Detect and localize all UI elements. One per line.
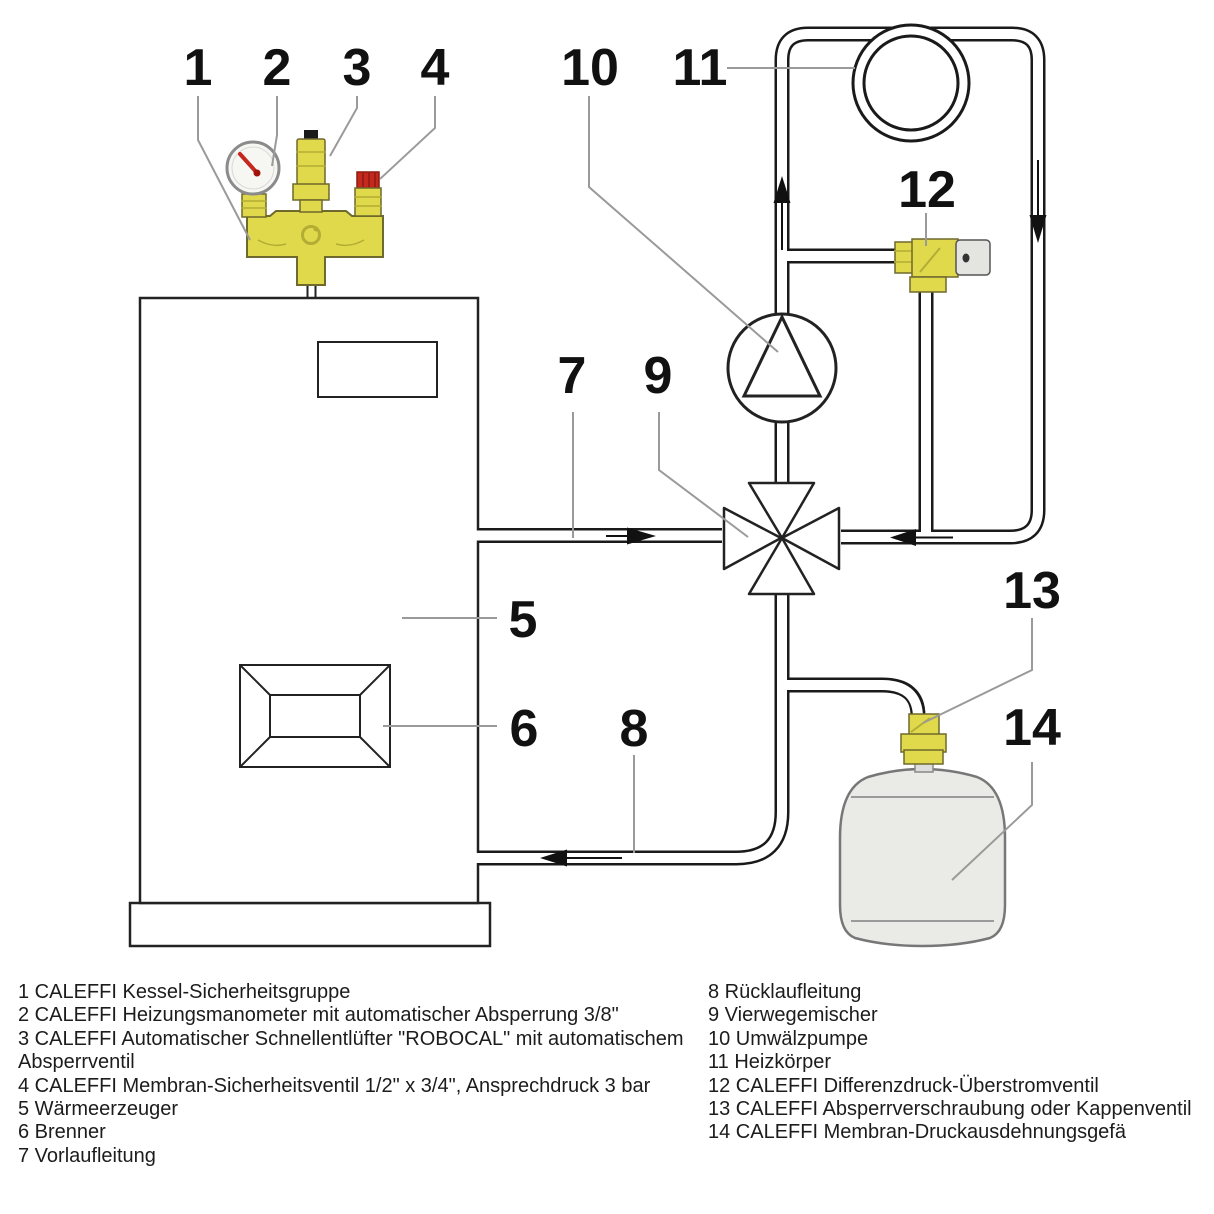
safety-group bbox=[227, 130, 383, 299]
manifold-body bbox=[247, 211, 383, 285]
circulation-pump bbox=[728, 314, 836, 422]
callout-3: 3 bbox=[342, 39, 372, 97]
legend-item-10: 10 Umwälzpumpe bbox=[708, 1027, 869, 1050]
legend-item-11: 11 Heizkörper bbox=[708, 1051, 832, 1074]
callout-12: 12 bbox=[898, 161, 956, 219]
legend-item-4: 4 CALEFFI Membran-Sicherheitsventil 1/2" x 3/4", Ansprechdruck 3 bar bbox=[18, 1074, 651, 1097]
callout-11: 11 bbox=[672, 39, 728, 97]
pipes bbox=[476, 34, 1038, 858]
legend-left-column bbox=[18, 981, 710, 1168]
burner bbox=[240, 665, 390, 767]
callout-5: 5 bbox=[508, 591, 538, 649]
boiler-base bbox=[130, 903, 490, 946]
legend-item-6: 6 Brenner bbox=[18, 1121, 106, 1144]
legend-item-1: 1 CALEFFI Kessel-Sicherheitsgruppe bbox=[18, 981, 351, 1003]
legend-item-12: 12 CALEFFI Differenzdruck-Überstromventil bbox=[708, 1074, 1099, 1097]
callout-14: 14 bbox=[1003, 699, 1061, 757]
legend-item-2: 2 CALEFFI Heizungsmanometer mit automatischer Absperrung 3/8" bbox=[18, 1004, 619, 1027]
legend-item-7: 7 Vorlaufleitung bbox=[18, 1144, 156, 1167]
leader-3 bbox=[330, 96, 357, 156]
callout-13: 13 bbox=[1003, 562, 1061, 620]
leader-10 bbox=[589, 96, 778, 352]
differential-valve bbox=[894, 239, 990, 292]
leader-4 bbox=[380, 96, 435, 179]
callout-8: 8 bbox=[619, 700, 649, 758]
boiler-display bbox=[318, 342, 437, 397]
air-vent bbox=[293, 130, 329, 212]
legend-item-8: 8 Rücklaufleitung bbox=[708, 981, 862, 1003]
callout-10: 10 bbox=[561, 39, 619, 97]
legend-item-5: 5 Wärmeerzeuger bbox=[18, 1098, 179, 1121]
radiator bbox=[853, 25, 969, 141]
legend-item-3: 3 CALEFFI Automatischer Schnellentlüfter "ROBOCAL" mit automatischem Absperrventil bbox=[18, 1027, 684, 1074]
expansion-vessel bbox=[840, 769, 1005, 946]
air-vent-cap bbox=[304, 130, 318, 139]
callout-6: 6 bbox=[509, 700, 539, 758]
legend-item-9: 9 Vierwegemischer bbox=[708, 1004, 878, 1027]
legend-right-column bbox=[708, 981, 1210, 1145]
callout-1: 1 bbox=[183, 39, 213, 97]
callout-2: 2 bbox=[262, 39, 292, 97]
callout-4: 4 bbox=[420, 39, 450, 97]
legend-item-14: 14 CALEFFI Membran-Druckausdehnungsgefä bbox=[708, 1121, 1126, 1144]
callout-9: 9 bbox=[643, 347, 673, 405]
pressure-gauge bbox=[227, 142, 279, 194]
valve-knob bbox=[956, 240, 990, 275]
four-way-mixer bbox=[724, 483, 839, 594]
gauge-port bbox=[242, 194, 266, 217]
legend-item-13: 13 CALEFFI Absperrverschraubung oder Kappenventil bbox=[708, 1098, 1192, 1121]
safety-valve bbox=[354, 172, 382, 216]
boiler bbox=[130, 298, 490, 946]
callout-7: 7 bbox=[557, 347, 587, 405]
